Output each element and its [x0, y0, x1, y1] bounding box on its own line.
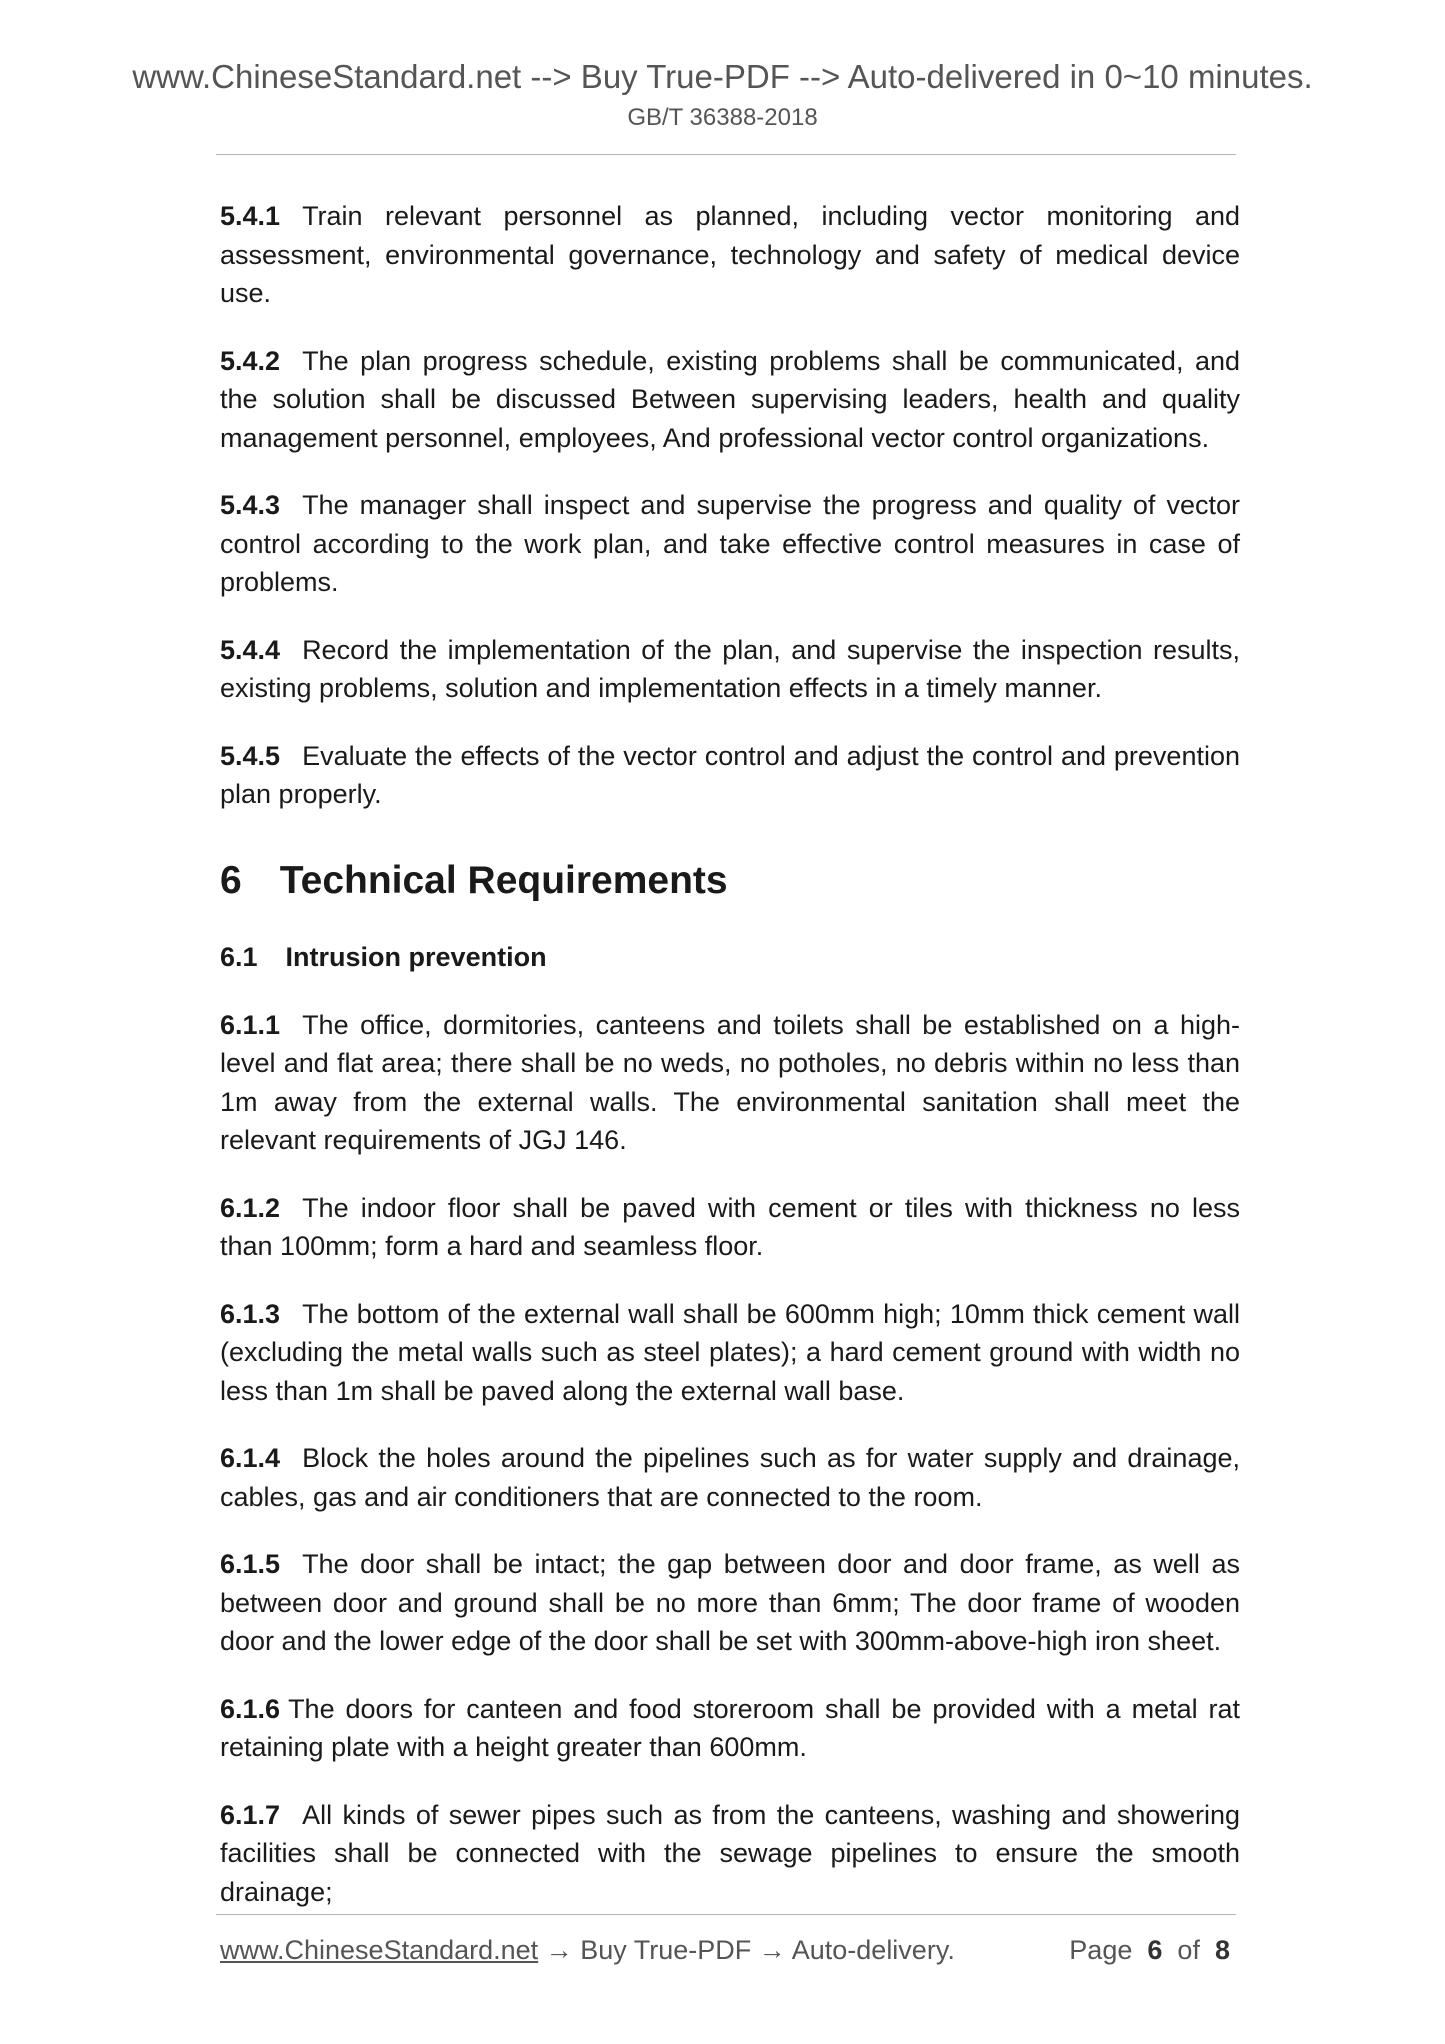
clause-6-1-4 [220, 1439, 1240, 1516]
standard-number: GB/T 36388-2018 [627, 104, 818, 131]
clause-6-1-7 [220, 1796, 1240, 1912]
clause-number: 6.1.2 [220, 1192, 281, 1223]
clause-text: The manager shall inspect and supervise the progress and quality of vector control according to the work plan, and take effective control measures in case of problems. [220, 490, 1240, 597]
clause-number: 5.4.5 [220, 740, 281, 771]
clause-number: 6.1.4 [220, 1443, 281, 1473]
page-label: Page [1069, 1935, 1133, 1965]
clause-text: The plan progress schedule, existing problems shall be communicated, and the solution shall be discussed Between supervising leaders, health and quality management personnel, employees, And professional vector control organizations. [220, 345, 1240, 453]
clause-number: 6.1.1 [220, 1009, 281, 1040]
clause-number: 6.1.7 [220, 1799, 281, 1830]
clause-5-4-1 [220, 197, 1240, 313]
clause-text: All kinds of sewer pipes such as from the canteens, washing and showering facilities shall be connected with the sewage pipelines to ensure the smooth drainage; [220, 1799, 1240, 1907]
header-banner: www.ChineseStandard.net --> Buy True-PDF --> Auto-delivered in 0~10 minutes. [132, 58, 1313, 95]
section-heading [220, 856, 1240, 906]
clause-5-4-3 [220, 486, 1240, 602]
page-number: 6 [1147, 1935, 1163, 1965]
site-link[interactable]: www.ChineseStandard.net [220, 1935, 539, 1965]
page-total: 8 [1214, 1935, 1230, 1965]
clause-text: Evaluate the effects of the vector control and adjust the control and prevention plan properly. [220, 740, 1240, 809]
footer-promo [220, 1930, 955, 1970]
clause-6-1-5 [220, 1545, 1240, 1661]
clause-text: The office, dormitories, canteens and toilets shall be established on a high-level and flat area; there shall be no weds, no potholes, no debris within no less than 1m away from the external walls. The environmental sanitation shall meet the relevant requirements of JGJ 146. [220, 1009, 1240, 1155]
clause-text: Record the implementation of the plan, and supervise the inspection results, existing problems, solution and implementation effects in a timely manner. [220, 634, 1240, 703]
clause-5-4-4 [220, 631, 1240, 708]
clause-text: Train relevant personnel as planned, including vector monitoring and assessment, environmental governance, technology and safety of medical device use. [220, 201, 1240, 308]
footer-promo-text: → Buy True-PDF → Auto-delivery. [538, 1935, 955, 1965]
clause-number: 5.4.1 [220, 201, 281, 231]
footer-divider [216, 1914, 1236, 1915]
clause-number: 6.1.6 [220, 1693, 281, 1724]
clause-number: 6.1.3 [220, 1298, 281, 1329]
clause-text: The indoor floor shall be paved with cement or tiles with thickness no less than 100mm; form a hard and seamless floor. [220, 1192, 1240, 1261]
clause-6-1-1 [220, 1006, 1240, 1160]
clause-6-1-3 [220, 1295, 1240, 1411]
clause-text: The bottom of the external wall shall be 600mm high; 10mm thick cement wall (excluding the metal walls such as steel plates); a hard cement ground with width no less than 1m shall be paved along the external wall base. [220, 1298, 1240, 1406]
clause-number: 5.4.4 [220, 634, 281, 665]
header-divider [216, 154, 1236, 155]
clause-5-4-5 [220, 737, 1240, 814]
clause-text: Block the holes around the pipelines such as for water supply and drainage, cables, gas and air conditioners that are connected to the room. [220, 1443, 1240, 1512]
of-label: of [1177, 1935, 1200, 1965]
page-header [0, 56, 1445, 136]
section-number: 6 [220, 858, 242, 902]
subsection-title: Intrusion prevention [285, 941, 547, 972]
section-title: Technical Requirements [279, 858, 728, 902]
clause-number: 5.4.2 [220, 345, 281, 376]
clause-5-4-2 [220, 342, 1240, 458]
subsection-number: 6.1 [220, 941, 258, 972]
clause-text: The doors for canteen and food storeroom shall be provided with a metal rat retaining plate with a height greater than 600mm. [220, 1693, 1240, 1762]
clause-number: 6.1.5 [220, 1549, 281, 1579]
subsection-heading [220, 938, 1240, 976]
clause-number: 5.4.3 [220, 490, 281, 520]
clause-6-1-6 [220, 1690, 1240, 1767]
page-indicator [1069, 1930, 1230, 1970]
document-body [220, 197, 1240, 1940]
clause-6-1-2 [220, 1189, 1240, 1266]
clause-text: The door shall be intact; the gap between door and door frame, as well as between door and ground shall be no more than 6mm; The door frame of wooden door and the lower edge of the door shall be set with 300mm-above-high iron sheet. [220, 1549, 1240, 1656]
